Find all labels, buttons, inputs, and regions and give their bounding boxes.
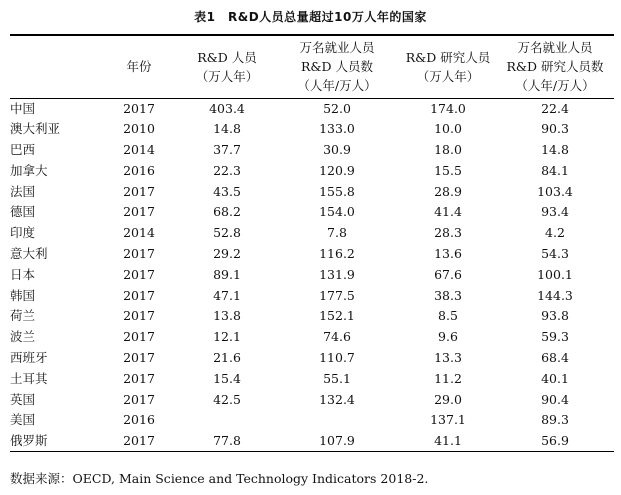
cell-year: 2017 — [123, 204, 155, 220]
table-row — [10, 348, 614, 369]
cell-researchers: 28.9 — [434, 183, 462, 199]
cell-country: 加拿大 — [10, 162, 48, 178]
cell-researchers-per-10k: 4.2 — [545, 225, 565, 241]
cell-year: 2017 — [123, 287, 155, 303]
cell-researchers-per-10k: 93.8 — [541, 308, 569, 324]
cell-year: 2017 — [123, 266, 155, 282]
cell-rd-personnel — [180, 410, 274, 431]
cell-researchers: 9.6 — [438, 329, 458, 345]
table-row — [10, 181, 614, 202]
cell-rd-personnel: 89.1 — [213, 266, 241, 282]
cell-rd-personnel: 37.7 — [213, 141, 241, 157]
header-year: 年份 — [98, 35, 180, 98]
cell-year: 2017 — [123, 391, 155, 407]
cell-researchers: 18.0 — [434, 141, 462, 157]
cell-researchers-per-10k: 144.3 — [537, 287, 573, 303]
cell-year: 2017 — [123, 370, 155, 386]
cell-researchers-per-10k: 90.3 — [541, 121, 569, 137]
cell-rd-personnel: 21.6 — [213, 349, 241, 365]
header-row — [10, 35, 614, 98]
cell-rd-per-10k: 52.0 — [323, 100, 351, 116]
cell-rd-per-10k: 155.8 — [319, 183, 355, 199]
cell-country: 法国 — [10, 183, 36, 199]
cell-researchers-per-10k: 56.9 — [496, 431, 614, 452]
cell-country: 巴西 — [10, 141, 36, 157]
cell-rd-personnel: 43.5 — [213, 183, 241, 199]
cell-researchers-per-10k: 90.4 — [541, 391, 569, 407]
cell-rd-personnel: 29.2 — [213, 245, 241, 261]
cell-researchers: 13.3 — [434, 349, 462, 365]
cell-country: 西班牙 — [10, 349, 48, 365]
cell-rd-personnel: 12.1 — [213, 329, 241, 345]
cell-rd-per-10k: 133.0 — [319, 121, 355, 137]
cell-rd-personnel: 403.4 — [209, 100, 245, 116]
table-row — [10, 244, 614, 265]
cell-researchers: 8.5 — [438, 308, 458, 324]
table-row — [10, 202, 614, 223]
source-text: OECD, Main Science and Technology Indicators 2018-2. — [72, 471, 429, 486]
data-source-note — [10, 470, 614, 488]
cell-country: 意大利 — [10, 245, 48, 261]
table-row — [10, 327, 614, 348]
cell-country: 土耳其 — [10, 370, 48, 386]
cell-researchers: 28.3 — [434, 225, 462, 241]
cell-rd-per-10k: 55.1 — [323, 370, 351, 386]
cell-rd-personnel: 13.8 — [213, 308, 241, 324]
cell-rd-per-10k: 74.6 — [323, 329, 351, 345]
cell-country: 澳大利亚 — [10, 121, 61, 137]
cell-researchers-per-10k: 14.8 — [541, 141, 569, 157]
table-row — [10, 119, 614, 140]
cell-rd-per-10k: 154.0 — [319, 204, 355, 220]
cell-year: 2017 — [123, 349, 155, 365]
header-researchers: R&D 研究人员 （万人年） — [400, 35, 496, 98]
header-rd-personnel: R&D 人员 （万人年） — [180, 35, 274, 98]
cell-researchers-per-10k: 54.3 — [541, 245, 569, 261]
cell-country: 俄罗斯 — [10, 431, 98, 452]
cell-researchers-per-10k: 59.3 — [541, 329, 569, 345]
cell-researchers: 67.6 — [434, 266, 462, 282]
cell-country: 韩国 — [10, 287, 36, 303]
source-label: 数据来源： — [10, 471, 73, 486]
cell-year: 2010 — [123, 121, 155, 137]
cell-year: 2016 — [123, 412, 155, 428]
cell-year: 2014 — [123, 141, 155, 157]
cell-rd-per-10k: 177.5 — [319, 287, 355, 303]
cell-researchers-per-10k: 100.1 — [537, 266, 573, 282]
cell-researchers-per-10k: 22.4 — [541, 100, 569, 116]
cell-rd-per-10k: 152.1 — [319, 308, 355, 324]
cell-rd-per-10k: 132.4 — [319, 391, 355, 407]
table-row — [10, 223, 614, 244]
cell-year: 2014 — [123, 225, 155, 241]
cell-rd-personnel: 15.4 — [213, 370, 241, 386]
header-researchers-per-10k: 万名就业人员 R&D 研究人员数 （人年/万人） — [496, 35, 614, 98]
cell-rd-per-10k: 131.9 — [319, 266, 355, 282]
cell-country: 日本 — [10, 266, 36, 282]
cell-rd-per-10k — [274, 410, 400, 431]
table-row — [10, 285, 614, 306]
cell-researchers: 11.2 — [434, 370, 462, 386]
cell-researchers: 137.1 — [430, 412, 466, 428]
table-row — [10, 431, 614, 452]
cell-researchers: 15.5 — [434, 162, 462, 178]
cell-rd-per-10k: 30.9 — [323, 141, 351, 157]
table-row — [10, 306, 614, 327]
cell-country: 美国 — [10, 412, 36, 428]
cell-researchers: 13.6 — [434, 245, 462, 261]
cell-researchers-per-10k: 68.4 — [541, 349, 569, 365]
cell-country: 荷兰 — [10, 308, 36, 324]
cell-researchers: 29.0 — [434, 391, 462, 407]
cell-country: 中国 — [10, 100, 36, 116]
table-row — [10, 160, 614, 181]
header-rd-per-10k: 万名就业人员 R&D 人员数 （人年/万人） — [274, 35, 400, 98]
cell-researchers: 41.1 — [400, 431, 496, 452]
table-row — [10, 98, 614, 119]
cell-rd-personnel: 22.3 — [213, 162, 241, 178]
table-body — [10, 98, 614, 452]
cell-rd-per-10k: 7.8 — [327, 225, 347, 241]
cell-researchers-per-10k: 84.1 — [541, 162, 569, 178]
cell-year: 2017 — [123, 329, 155, 345]
cell-researchers-per-10k: 93.4 — [541, 204, 569, 220]
cell-rd-personnel: 52.8 — [213, 225, 241, 241]
cell-year: 2017 — [123, 308, 155, 324]
cell-researchers: 41.4 — [434, 204, 462, 220]
cell-rd-personnel: 68.2 — [213, 204, 241, 220]
table-row — [10, 140, 614, 161]
cell-year: 2017 — [123, 183, 155, 199]
cell-researchers: 38.3 — [434, 287, 462, 303]
cell-country: 印度 — [10, 225, 36, 241]
cell-country: 德国 — [10, 204, 36, 220]
table-row — [10, 389, 614, 410]
cell-rd-per-10k: 110.7 — [319, 349, 355, 365]
cell-rd-personnel: 14.8 — [213, 121, 241, 137]
cell-researchers-per-10k: 89.3 — [541, 412, 569, 428]
cell-year: 2017 — [123, 100, 155, 116]
table-row — [10, 264, 614, 285]
cell-rd-per-10k: 107.9 — [274, 431, 400, 452]
cell-researchers-per-10k: 40.1 — [541, 370, 569, 386]
cell-rd-per-10k: 120.9 — [319, 162, 355, 178]
rd-personnel-table — [10, 34, 614, 452]
cell-rd-personnel: 47.1 — [213, 287, 241, 303]
header-country — [10, 35, 98, 98]
cell-rd-personnel: 77.8 — [180, 431, 274, 452]
cell-rd-per-10k: 116.2 — [319, 245, 355, 261]
cell-researchers-per-10k: 103.4 — [537, 183, 573, 199]
cell-rd-personnel: 42.5 — [213, 391, 241, 407]
cell-year: 2016 — [123, 162, 155, 178]
cell-country: 波兰 — [10, 329, 36, 345]
cell-year: 2017 — [123, 245, 155, 261]
cell-year: 2017 — [98, 431, 180, 452]
table-caption: 表1 R&D人员总量超过10万人年的国家 — [194, 10, 427, 24]
table-row — [10, 368, 614, 389]
cell-researchers: 174.0 — [430, 100, 466, 116]
cell-country: 英国 — [10, 391, 36, 407]
table-row — [10, 410, 614, 431]
cell-researchers: 10.0 — [434, 121, 462, 137]
